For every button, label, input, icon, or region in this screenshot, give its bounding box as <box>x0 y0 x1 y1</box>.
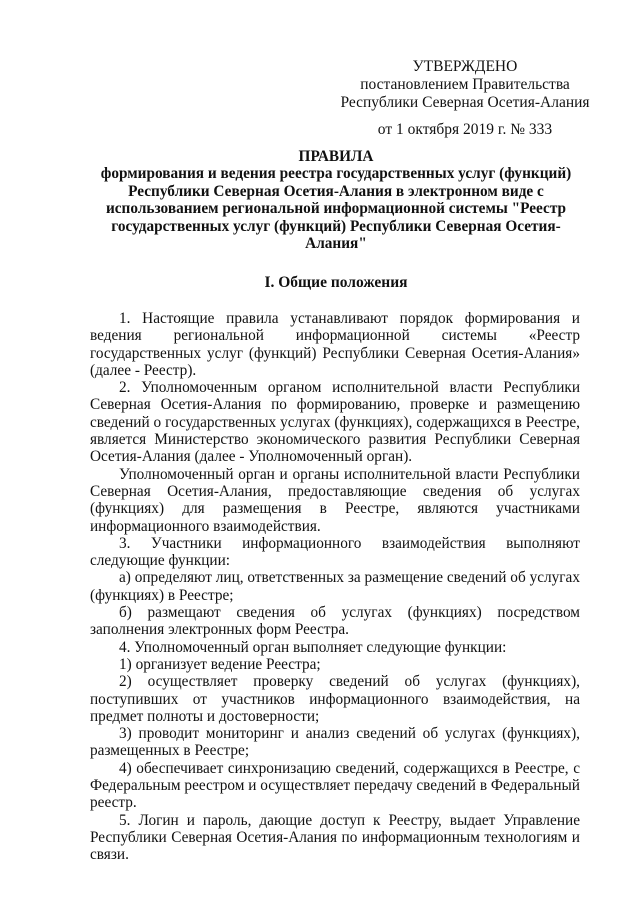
section-heading: I. Общие положения <box>264 274 408 291</box>
paragraph-3a: а) определяют лиц, ответственных за размещение сведений об услугах (функциях) в Реестре; <box>90 569 580 604</box>
approval-status: УТВЕРЖДЕНО <box>412 58 518 75</box>
paragraph-4-1: 1) организует ведение Реестра; <box>119 655 321 673</box>
paragraph-3b: б) размещают сведения об услугах (функциях) посредством заполнения электронных форм Реестра. <box>90 604 580 639</box>
paragraph-4-4: 4) обеспечивает синхронизацию сведений, содержащихся в Реестре, с Федеральным реестром и осуществляет передачу сведений в Федеральный реестр. <box>90 759 580 812</box>
title-line: использованием региональной информационной системы "Реестр <box>105 200 567 218</box>
approval-stamp <box>330 58 600 139</box>
title-line: Алания" <box>305 235 367 253</box>
approval-authority: постановлением Правительства <box>360 76 570 93</box>
title-line: формирования и ведения реестра государственных услуг (функций) <box>100 165 572 183</box>
paragraph-2: 2. Уполномоченным органом исполнительной власти Республики Северная Осетия-Алания по формированию, проверке и размещению сведений о государственных услугах (функциях), содержащихся в Реестре, является Министерство экономического развития Республики Северная Осетия-Алания (далее - Уполномоченный орган). <box>90 379 580 466</box>
paragraph-4-2: 2) осуществляет проверку сведений об услугах (функциях), поступивших от участников информационного взаимодействия, на предмет полноты и достоверности; <box>90 673 580 725</box>
title-heading: ПРАВИЛА <box>298 148 374 165</box>
paragraph-1: 1. Настоящие правила устанавливают порядок формирования и ведения региональной информационной системы «Реестр государственных услуг (функций) Республики Северная Осетия-Алания» (далее - Реестр). <box>90 310 580 379</box>
title-line: государственных услуг (функций) Республики Северная Осетия- <box>111 217 561 235</box>
paragraph-participants: Уполномоченный орган и органы исполнительной власти Республики Северная Осетия-Алания, предоставляющие сведения об услугах (функциях) для размещения в Реестре, являются участниками информационного взаимодействия. <box>90 465 580 535</box>
paragraph-3: 3. Участники информационного взаимодействия выполняют следующие функции: <box>90 534 580 570</box>
document-body <box>90 310 580 864</box>
paragraph-4: 4. Уполномоченный орган выполняет следующие функции: <box>119 638 507 656</box>
approval-government: Республики Северная Осетия-Алания <box>340 94 590 111</box>
approval-date: от 1 октября 2019 г. № 333 <box>377 121 553 138</box>
paragraph-5: 5. Логин и пароль, дающие доступ к Реестру, выдает Управление Республики Северная Осетия-Алания по информационным технологиям и связи. <box>90 811 580 864</box>
document-title <box>96 148 576 252</box>
paragraph-4-3: 3) проводит мониторинг и анализ сведений об услугах (функциях), размещенных в Реестре; <box>90 725 580 760</box>
title-line: Республики Северная Осетия-Алания в электронном виде с <box>128 182 544 200</box>
